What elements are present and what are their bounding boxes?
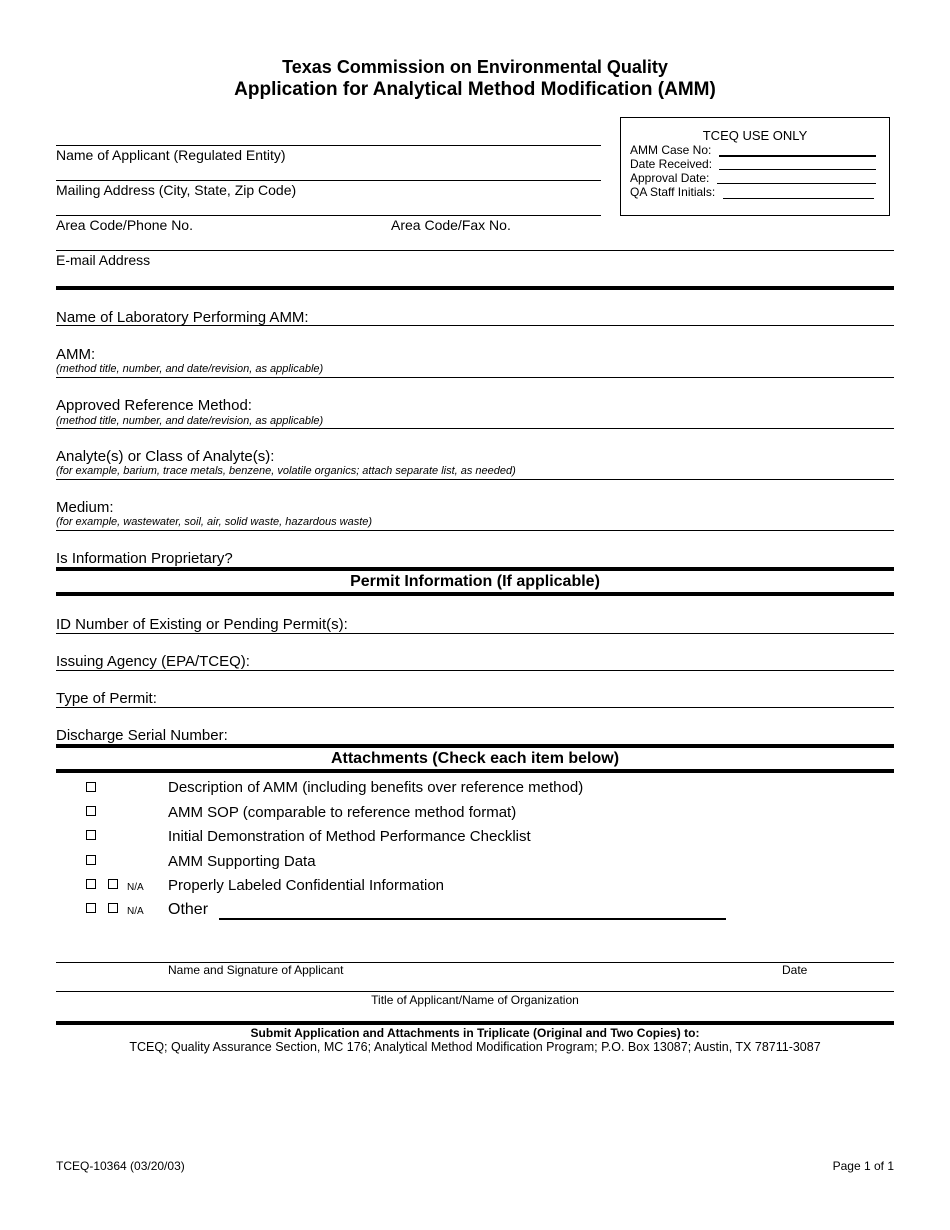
approval-date-label: Approval Date:	[630, 171, 710, 185]
attachment-checkbox[interactable]	[86, 879, 96, 889]
other-field[interactable]	[219, 918, 726, 920]
form-title: Application for Analytical Method Modification (AMM)	[234, 79, 716, 100]
proprietary-label: Is Information Proprietary?	[56, 550, 233, 567]
fax-label: Area Code/Fax No.	[391, 217, 511, 233]
attachment-checkbox[interactable]	[86, 903, 96, 913]
email-field[interactable]	[56, 250, 894, 251]
permit-type-label: Type of Permit:	[56, 690, 157, 707]
amm-hint: (method title, number, and date/revision, as applicable)	[56, 363, 324, 375]
form-number: TCEQ-10364 (03/20/03)	[56, 1159, 185, 1173]
medium-field[interactable]	[56, 530, 894, 531]
phone-fax-field[interactable]	[56, 215, 601, 216]
attachment-checkbox[interactable]	[86, 782, 96, 792]
agency-title: Texas Commission on Environmental Quality	[282, 57, 668, 77]
date-received-field[interactable]	[719, 169, 876, 170]
permit-divider-bottom	[56, 592, 894, 596]
tceq-use-only-box	[620, 117, 890, 216]
title-org-label: Title of Applicant/Name of Organization	[371, 993, 579, 1007]
attachments-heading: Attachments (Check each item below)	[330, 750, 620, 767]
attachment-checkbox[interactable]	[86, 830, 96, 840]
lab-label: Name of Laboratory Performing AMM:	[56, 309, 309, 326]
email-label: E-mail Address	[56, 252, 151, 268]
permit-divider-top	[56, 567, 894, 571]
attachment-item: AMM SOP (comparable to reference method format)	[168, 804, 517, 821]
reference-method-field[interactable]	[56, 428, 894, 429]
qa-initials-field[interactable]	[723, 198, 874, 199]
na-label: N/A	[127, 882, 144, 893]
phone-label: Area Code/Phone No.	[56, 217, 193, 233]
na-label: N/A	[127, 906, 144, 917]
na-checkbox[interactable]	[108, 903, 118, 913]
case-no-label: AMM Case No:	[630, 143, 712, 157]
attachment-item: Description of AMM (including benefits over reference method)	[168, 779, 584, 796]
analyte-hint: (for example, barium, trace metals, benzene, volatile organics; attach separate list, as needed)	[56, 465, 516, 477]
mailing-address-label: Mailing Address (City, State, Zip Code)	[56, 182, 297, 198]
signature-label: Name and Signature of Applicant	[168, 963, 344, 977]
amm-field[interactable]	[56, 377, 894, 378]
attachments-divider-top	[56, 744, 894, 748]
attachment-item: Initial Demonstration of Method Performance Checklist	[168, 828, 531, 845]
permit-id-field[interactable]	[56, 633, 894, 634]
date-label: Date	[782, 963, 808, 977]
discharge-label: Discharge Serial Number:	[56, 727, 228, 744]
attachments-divider-bottom	[56, 769, 894, 773]
submit-instruction: Submit Application and Attachments in Triplicate (Original and Two Copies) to:	[250, 1026, 700, 1040]
attachment-checkbox[interactable]	[86, 806, 96, 816]
issuing-agency-label: Issuing Agency (EPA/TCEQ):	[56, 653, 250, 670]
analyte-field[interactable]	[56, 479, 894, 480]
na-checkbox[interactable]	[108, 879, 118, 889]
use-only-title: TCEQ USE ONLY	[702, 128, 808, 143]
page-number: Page 1 of 1	[832, 1159, 894, 1173]
reference-method-hint: (method title, number, and date/revision, as applicable)	[56, 415, 324, 427]
mailing-address-field[interactable]	[56, 180, 601, 181]
case-no-field[interactable]	[719, 155, 876, 157]
issuing-agency-field[interactable]	[56, 670, 894, 671]
permit-id-label: ID Number of Existing or Pending Permit(s):	[56, 616, 348, 633]
permit-type-field[interactable]	[56, 707, 894, 708]
submit-address: TCEQ; Quality Assurance Section, MC 176; Analytical Method Modification Program; P.O. Box 13087; Austin, TX 78711-3087	[129, 1040, 821, 1054]
amm-label: AMM:	[56, 346, 96, 363]
qa-initials-label: QA Staff Initials:	[630, 185, 716, 199]
section-divider	[56, 286, 894, 290]
attachment-item: Properly Labeled Confidential Information	[168, 877, 444, 894]
submit-divider	[56, 1021, 894, 1025]
applicant-name-field[interactable]	[56, 145, 601, 146]
attachment-item: AMM Supporting Data	[168, 853, 316, 870]
date-received-label: Date Received:	[630, 157, 713, 171]
analyte-label: Analyte(s) or Class of Analyte(s):	[56, 448, 275, 465]
approval-date-field[interactable]	[717, 183, 876, 184]
reference-method-label: Approved Reference Method:	[56, 397, 252, 414]
medium-label: Medium:	[56, 499, 114, 516]
attachment-item-other: Other	[168, 901, 209, 918]
lab-field[interactable]	[56, 325, 894, 326]
medium-hint: (for example, wastewater, soil, air, solid waste, hazardous waste)	[56, 516, 373, 528]
title-org-field[interactable]	[56, 991, 894, 992]
attachment-checkbox[interactable]	[86, 855, 96, 865]
applicant-name-label: Name of Applicant (Regulated Entity)	[56, 147, 286, 163]
permit-heading: Permit Information (If applicable)	[350, 573, 600, 590]
